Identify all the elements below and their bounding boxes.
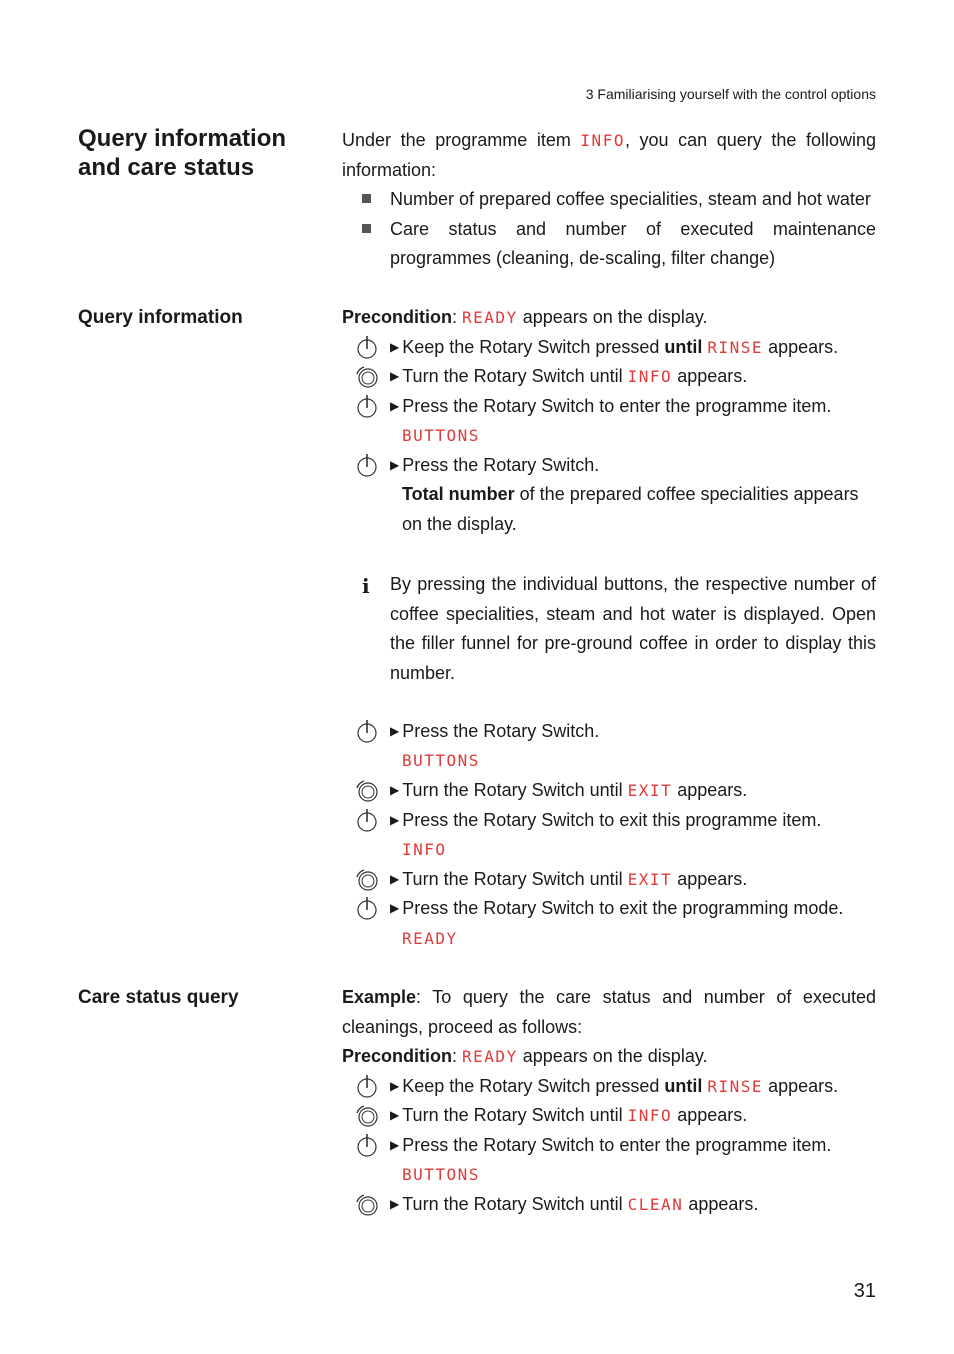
display-text: READY (462, 308, 518, 327)
rotary-turn-icon (354, 1193, 380, 1217)
display-text: INFO (580, 131, 625, 150)
page-number: 31 (853, 1280, 876, 1302)
list-item: Care status and number of executed maintenance programmes (cleaning, de-scaling, filter change) (342, 215, 876, 274)
rotary-press-icon (354, 809, 380, 833)
display-result: READY (402, 929, 458, 948)
info-note: By pressing the individual buttons, the respective number of coffee specialities, steam and hot water is displayed. Open the filler funnel for pre-ground coffee in order to display this number. (390, 574, 876, 683)
arrow-right-icon: ▶ (390, 783, 400, 797)
rotary-press-icon (354, 336, 380, 360)
rotary-press-icon (354, 395, 380, 419)
bullet-square-icon (362, 224, 371, 233)
rotary-press-icon (354, 1075, 380, 1099)
intro-paragraph: Under the programme item INFO, you can query the following information: (342, 130, 876, 180)
arrow-right-icon: ▶ (390, 399, 400, 413)
display-text: INFO (627, 367, 673, 386)
display-text: EXIT (627, 870, 673, 889)
arrow-right-icon: ▶ (390, 1108, 400, 1122)
arrow-right-icon: ▶ (390, 1197, 400, 1211)
chapter-header: 3 Familiarising yourself with the control options (585, 86, 876, 102)
subsection-title-query-information: Query information (78, 307, 243, 328)
arrow-right-icon: ▶ (390, 724, 400, 738)
subsection-title-care-status: Care status query (78, 987, 239, 1008)
rotary-turn-icon (354, 365, 380, 389)
list-item: Number of prepared coffee specialities, steam and hot water (342, 185, 876, 215)
rotary-turn-icon (354, 868, 380, 892)
display-text: RINSE (707, 338, 764, 357)
display-result: BUTTONS (402, 426, 480, 445)
display-text: INFO (627, 1106, 673, 1125)
rotary-press-icon (354, 454, 380, 478)
arrow-right-icon: ▶ (390, 340, 400, 354)
arrow-right-icon: ▶ (390, 872, 400, 886)
rotary-turn-icon (354, 1104, 380, 1128)
rotary-press-icon (354, 720, 380, 744)
section-title: Query information and care status (78, 125, 287, 181)
arrow-right-icon: ▶ (390, 1138, 400, 1152)
display-text: EXIT (627, 781, 673, 800)
arrow-right-icon: ▶ (390, 901, 400, 915)
bullet-list (342, 185, 876, 274)
display-result: INFO (402, 840, 447, 859)
arrow-right-icon: ▶ (390, 458, 400, 472)
arrow-right-icon: ▶ (390, 369, 400, 383)
arrow-right-icon: ▶ (390, 813, 400, 827)
display-text: READY (462, 1047, 518, 1066)
rotary-press-icon (354, 1134, 380, 1158)
bullet-square-icon (362, 194, 371, 203)
display-text: RINSE (707, 1077, 764, 1096)
arrow-right-icon: ▶ (390, 1079, 400, 1093)
display-text: CLEAN (627, 1195, 684, 1214)
rotary-turn-icon (354, 779, 380, 803)
rotary-press-icon (354, 897, 380, 921)
total-number-text: Total number of the prepared coffee specialities appears on the display. (402, 484, 859, 534)
info-icon: i (362, 574, 370, 598)
precondition-line: Precondition: READY appears on the display. (342, 307, 708, 327)
precondition-line: Precondition: READY appears on the display. (342, 1046, 708, 1066)
example-paragraph: Example: To query the care status and number of executed cleanings, proceed as follows: (342, 987, 876, 1037)
display-result: BUTTONS (402, 1165, 480, 1184)
display-result: BUTTONS (402, 751, 480, 770)
